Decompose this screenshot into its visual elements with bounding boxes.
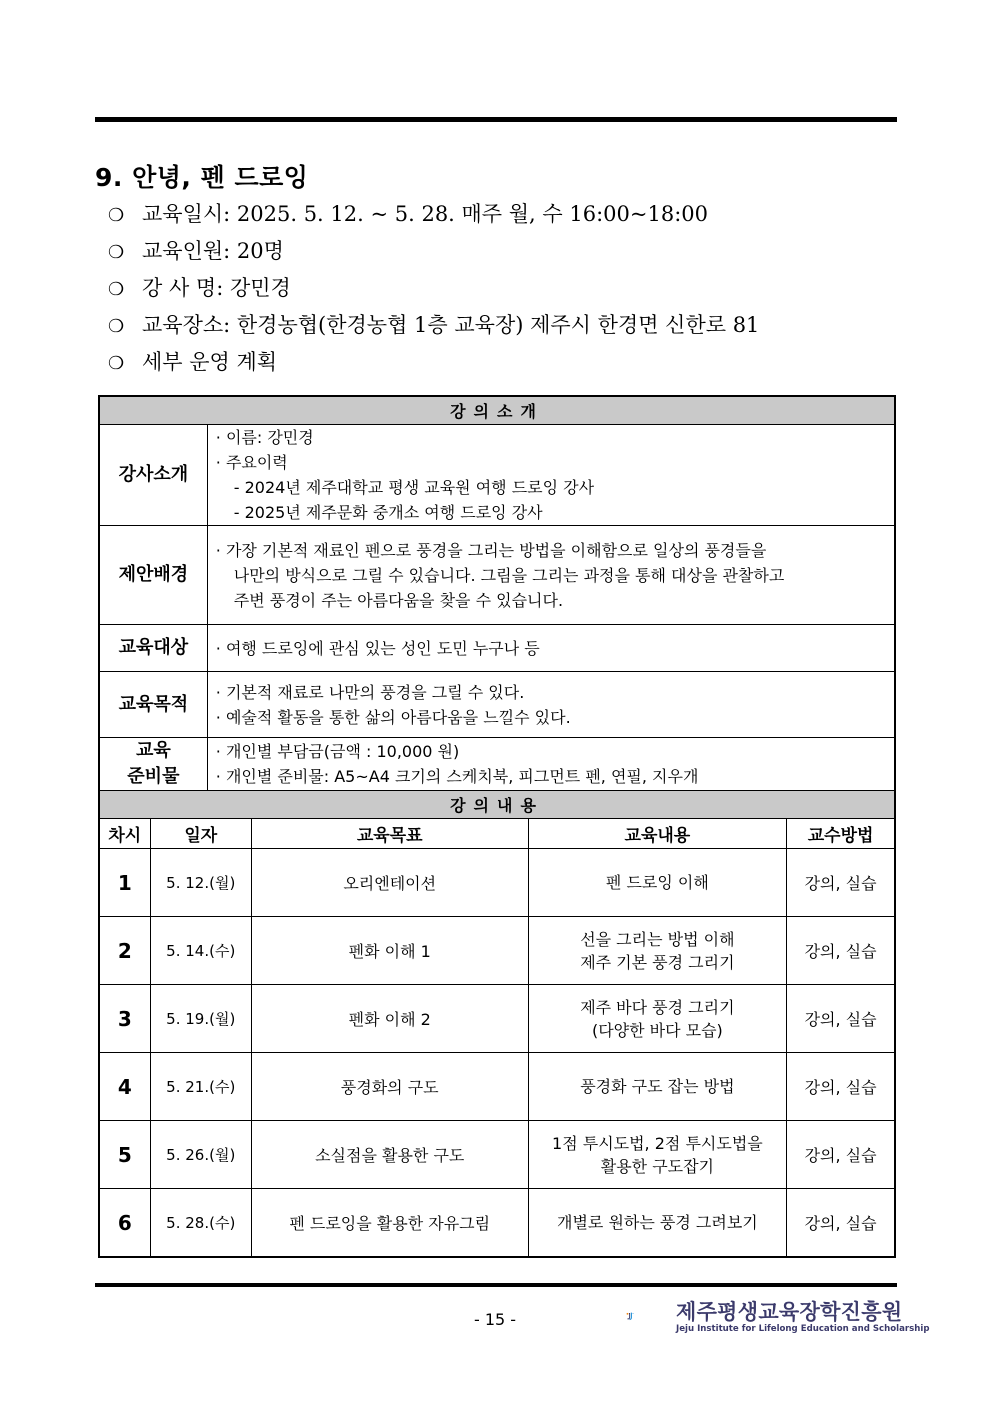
info-text: 교육인원: 20명 [142, 239, 284, 263]
content-line: 1점 투시도법, 2점 투시도법을 [552, 1133, 763, 1153]
circle-bullet-icon: ❍ [108, 279, 125, 300]
purpose-line: · 기본적 재료로 나만의 풍경을 그릴 수 있다. [215, 682, 525, 702]
purpose-line: · 예술적 활동을 통한 삶의 아름다움을 느낄수 있다. [215, 707, 571, 727]
target-line: · 여행 드로잉에 관심 있는 성인 도민 누구나 등 [215, 638, 540, 658]
info-list [108, 196, 759, 381]
circle-bullet-icon: ❍ [108, 242, 125, 263]
session-number: 5 [99, 1121, 150, 1189]
content-line: 활용한 구도잡기 [600, 1156, 715, 1176]
col-header: 일자 [150, 819, 251, 849]
background-row [99, 526, 895, 625]
top-rule [95, 117, 897, 122]
session-number: 4 [99, 1053, 150, 1121]
session-number: 3 [99, 985, 150, 1053]
background-label: 제안배경 [99, 526, 207, 625]
session-number: 1 [99, 849, 150, 917]
career-item: - 2024년 제주대학교 평생 교육원 여행 드로잉 강사 [233, 478, 595, 497]
purpose-content [207, 672, 895, 738]
info-text: 교육일시: 2025. 5. 12. ~ 5. 28. 매주 월, 수 16:00~18:00 [142, 202, 709, 226]
institute-english-name: Jeju Institute for Lifelong Education and Scholarship [676, 1324, 930, 1334]
logo-blue-dot [633, 1313, 634, 1314]
purpose-label: 교육목적 [99, 672, 207, 738]
col-header: 교육목표 [251, 819, 528, 849]
content-line: 제주 기본 풍경 그리기 [580, 952, 735, 972]
session-goal: 펜화 이해 1 [251, 917, 528, 985]
table-row [99, 1053, 895, 1121]
info-item [108, 307, 759, 344]
session-content [528, 985, 787, 1053]
institute-logo-icon [626, 1294, 676, 1338]
info-item [108, 233, 759, 270]
info-text: 세부 운영 계획 [142, 350, 278, 374]
target-content [207, 625, 895, 672]
materials-label-line: 준비물 [127, 766, 180, 787]
target-label: 교육대상 [99, 625, 207, 672]
session-goal: 풍경화의 구도 [251, 1053, 528, 1121]
session-goal: 펜화 이해 2 [251, 985, 528, 1053]
circle-bullet-icon: ❍ [108, 205, 125, 226]
session-content [528, 1053, 787, 1121]
info-text: 강 사 명: 강민경 [142, 276, 291, 300]
course-plan-table [98, 395, 896, 1258]
session-method: 강의, 실습 [787, 1053, 895, 1121]
purpose-row [99, 672, 895, 738]
section-title: 9. 안녕, 펜 드로잉 [95, 163, 309, 192]
session-date: 5. 21.(수) [150, 1053, 251, 1121]
session-content [528, 1189, 787, 1258]
target-row [99, 625, 895, 672]
session-goal: 오리엔테이션 [251, 849, 528, 917]
instructor-content [207, 425, 895, 526]
session-date: 5. 14.(수) [150, 917, 251, 985]
materials-line: · 개인별 준비물: A5~A4 크기의 스케치북, 피그먼트 펜, 연필, 지우개 [215, 767, 699, 786]
content-line: 개별로 원하는 풍경 그려보기 [557, 1213, 758, 1232]
circle-bullet-icon: ❍ [108, 353, 125, 374]
content-line: 펜 드로잉 이해 [605, 873, 709, 892]
materials-label-line: 교육 [135, 740, 171, 761]
session-number: 6 [99, 1189, 150, 1258]
session-date: 5. 19.(월) [150, 985, 251, 1053]
session-date: 5. 12.(월) [150, 849, 251, 917]
background-line: 주변 풍경이 주는 아름다움을 찾을 수 있습니다. [233, 590, 564, 610]
background-content [207, 526, 895, 625]
instructor-row [99, 425, 895, 526]
session-date: 5. 28.(수) [150, 1189, 251, 1258]
table-row [99, 1121, 895, 1189]
content-line: 제주 바다 풍경 그리기 [580, 997, 735, 1017]
col-header: 교수방법 [787, 819, 895, 849]
session-method: 강의, 실습 [787, 849, 895, 917]
session-goal: 펜 드로잉을 활용한 자유그림 [251, 1189, 528, 1258]
session-method: 강의, 실습 [787, 1121, 895, 1189]
session-goal: 소실점을 활용한 구도 [251, 1121, 528, 1189]
logo-orange-dot [627, 1313, 629, 1315]
schedule-header-row [99, 819, 895, 849]
info-item [108, 270, 759, 307]
materials-line: · 개인별 부담금(금액 : 10,000 원) [215, 742, 460, 761]
intro-section-header: 강의소개 [99, 396, 895, 425]
background-line: 나만의 방식으로 그릴 수 있습니다. 그림을 그리는 과정을 통해 대상을 관찰하고 [233, 565, 785, 585]
materials-label [99, 738, 207, 791]
table-row [99, 985, 895, 1053]
schedule-section-header: 강의내용 [99, 791, 895, 819]
info-item [108, 344, 759, 381]
session-date: 5. 26.(월) [150, 1121, 251, 1189]
circle-bullet-icon: ❍ [108, 316, 125, 337]
session-content [528, 1121, 787, 1189]
career-item: - 2025년 제주문화 중개소 여행 드로잉 강사 [233, 503, 543, 522]
institute-name: 제주평생교육장학진흥원 [676, 1300, 903, 1324]
table-row [99, 849, 895, 917]
info-text: 교육장소: 한경농협(한경농협 1층 교육장) 제주시 한경면 신한로 81 [142, 313, 760, 337]
session-method: 강의, 실습 [787, 1189, 895, 1258]
materials-row [99, 738, 895, 791]
materials-content [207, 738, 895, 791]
bottom-rule [95, 1283, 897, 1287]
content-line: 풍경화 구도 잡는 방법 [580, 1077, 735, 1096]
instructor-name: · 이름: 강민경 [215, 428, 314, 447]
session-content [528, 917, 787, 985]
col-header: 교육내용 [528, 819, 787, 849]
session-method: 강의, 실습 [787, 917, 895, 985]
session-content [528, 849, 787, 917]
page-number: - 15 - [473, 1310, 517, 1329]
career-title: · 주요이력 [215, 453, 288, 472]
content-line: (다양한 바다 모습) [591, 1020, 723, 1040]
instructor-label: 강사소개 [99, 425, 207, 526]
background-line: · 가장 기본적 재료인 펜으로 풍경을 그리는 방법을 이해함으로 일상의 풍경들을 [215, 540, 767, 560]
table-row [99, 1189, 895, 1258]
table-row [99, 917, 895, 985]
content-line: 선을 그리는 방법 이해 [580, 929, 735, 949]
col-header: 차시 [99, 819, 150, 849]
info-item [108, 196, 759, 233]
session-number: 2 [99, 917, 150, 985]
session-method: 강의, 실습 [787, 985, 895, 1053]
